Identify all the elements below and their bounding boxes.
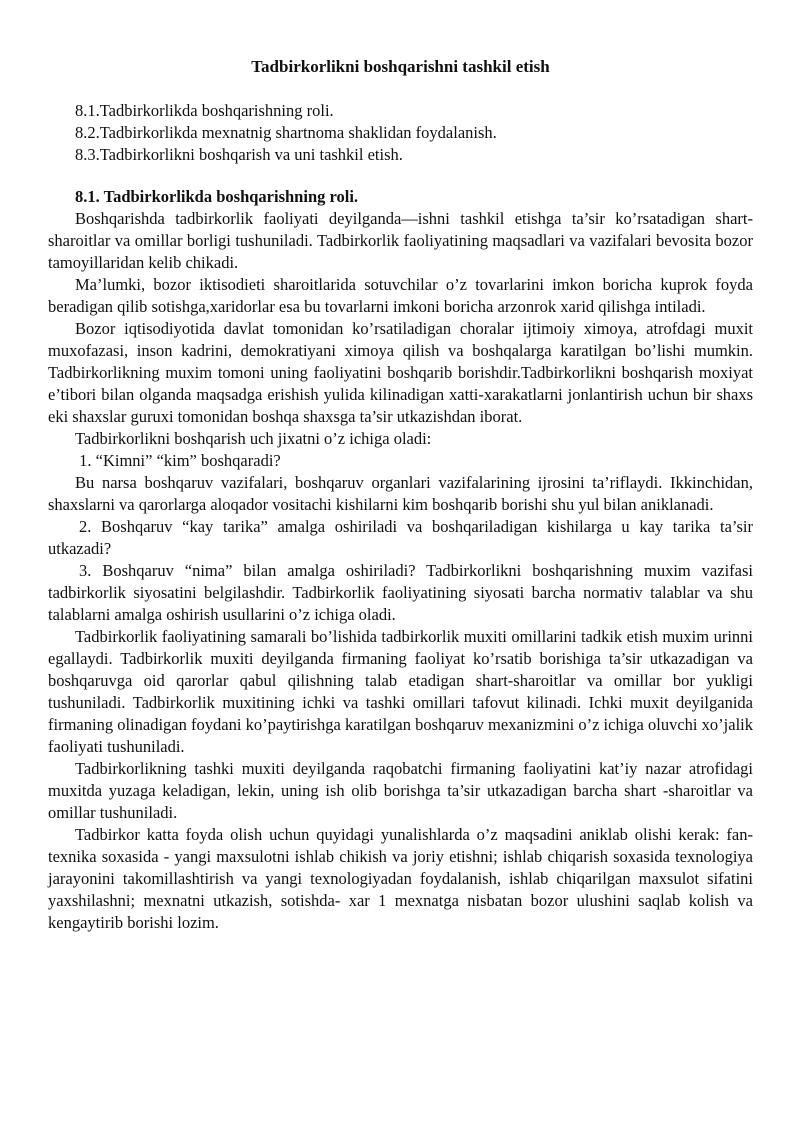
numbered-paragraph: 2. Boshqaruv “kay tarika” amalga oshiriladi va boshqariladigan kishilarga u kay tarika ta’sir utkazadi? (48, 517, 753, 558)
paragraph: Tadbirkorlikni boshqarish uch jixatni o’z ichiga oladi: (75, 429, 432, 448)
document-page (48, 56, 753, 934)
paragraph: Bu narsa boshqaruv vazifalari, boshqaruv organlari vazifalarining ijrosini ta’riflaydi. Ikkinchidan, shaxslarni va qarorlarga aloqador vositachi kishilarni kim boshqarib borishi shu yul bilan aniklanadi. (48, 473, 753, 514)
toc-item: 8.2.Tadbirkorlikda mexnatnig shartnoma shaklidan foydalanish. (75, 123, 497, 142)
body-text (48, 208, 753, 934)
table-of-contents (48, 100, 753, 166)
page-title: Tadbirkorlikni boshqarishni tashkil etish (251, 57, 550, 76)
section-heading: 8.1. Tadbirkorlikda boshqarishning roli. (75, 187, 359, 206)
paragraph: Tadbirkorlik faoliyatining samarali bo’lishida tadbirkorlik muxiti omillarini tadkik etish muxim urinni egallaydi. Tadbirkorlik muxiti deyilganda firmaning faoliyat ko’rsatib borishiga ta’sir utkazadigan va boshqaruvga oid qarorlar qabul qilishning talab etadigan shart-sharoitlar va omillar bor yukligi tushuniladi. Tadbirkorlik muxitining ichki va tashki omillari tafovut kilinadi. Ichki muxit deyilganida firmaning olinadigan foydani ko’paytirishga karatilgan boshqaruv mexanizmini o’z ichiga oluvchi xo’jalik faoliyati tushuniladi. (48, 627, 753, 756)
paragraph: 1. “Kimni” “kim” boshqaradi? (75, 451, 281, 470)
paragraph: Bozor iqtisodiyotida davlat tomonidan ko’rsatiladigan choralar ijtimoiy ximoya, atrofdagi muxit muxofazasi, inson kadrini, demokratiyani ximoya qilish va boshqalarga karatilgan bo’lishi mumkin. Tadbirkorlikning muxim tomoni uning faoliyatini boshqarib borishdir.Tadbirkorlikni boshqarish moxiyat e’tibori bilan olganda maqsadga erishish yulida kilinadigan xatti-xarakatlarni jonlantirish uchun bir shaxs eki shaxslar guruxi tomonidan boshqa shaxsga ta’sir utkazishdan iborat. (48, 319, 753, 426)
toc-item: 8.3.Tadbirkorlikni boshqarish va uni tashkil etish. (75, 145, 403, 164)
paragraph: Tadbirkorlikning tashki muxiti deyilganda raqobatchi firmaning faoliyatini kat’iy nazar atrofidagi muxitda yuzaga keladigan, lekin, uning ish olib borishga ta’sir utkazadigan barcha shart -sharoitlar va omillar tushuniladi. (48, 759, 753, 822)
paragraph: Ma’lumki, bozor iktisodieti sharoitlarida sotuvchilar o’z tovarlarini imkon boricha kuprok foyda beradigan qilib sotishga,xaridorlar esa bu tovarlarni imkoni boricha arzonrok xarid qilishga intiladi. (48, 275, 753, 316)
toc-item: 8.1.Tadbirkorlikda boshqarishning roli. (75, 101, 334, 120)
paragraph: Tadbirkor katta foyda olish uchun quyidagi yunalishlarda o’z maqsadini aniklab olishi kerak: fan-texnika soxasida - yangi maxsulotni ishlab chikish va joriy etishni; ishlab chiqarish soxasida texnologiya jarayonini takomillashtirish va yangi texnologiyadan foydalanish, ishlab chiqarilgan maxsulot sifatini yaxshilashni; mexnatni utkazish, sotishda- xar 1 mexnatga nisbatan bozor ulushini saqlab kolish va kengaytirib borishi lozim. (48, 825, 753, 932)
paragraph: Boshqarishda tadbirkorlik faoliyati deyilganda—ishni tashkil etishga ta’sir ko’rsatadigan shart-sharoitlar va omillar borligi tushuniladi. Tadbirkorlik faoliyatining maqsadlari va vazifalari bevosita bozor tamoyillaridan kelib chikadi. (48, 209, 753, 272)
numbered-paragraph: 3. Boshqaruv “nima” bilan amalga oshiriladi? Tadbirkorlikni boshqarishning muxim vazifasi tadbirkorlik siyosatini belgilashdir. Tadbirkorlik faoliyatining siyosati barcha normativ talablar va shu talablarni amalga oshirish usullarini o’z ichiga oladi. (48, 561, 753, 624)
